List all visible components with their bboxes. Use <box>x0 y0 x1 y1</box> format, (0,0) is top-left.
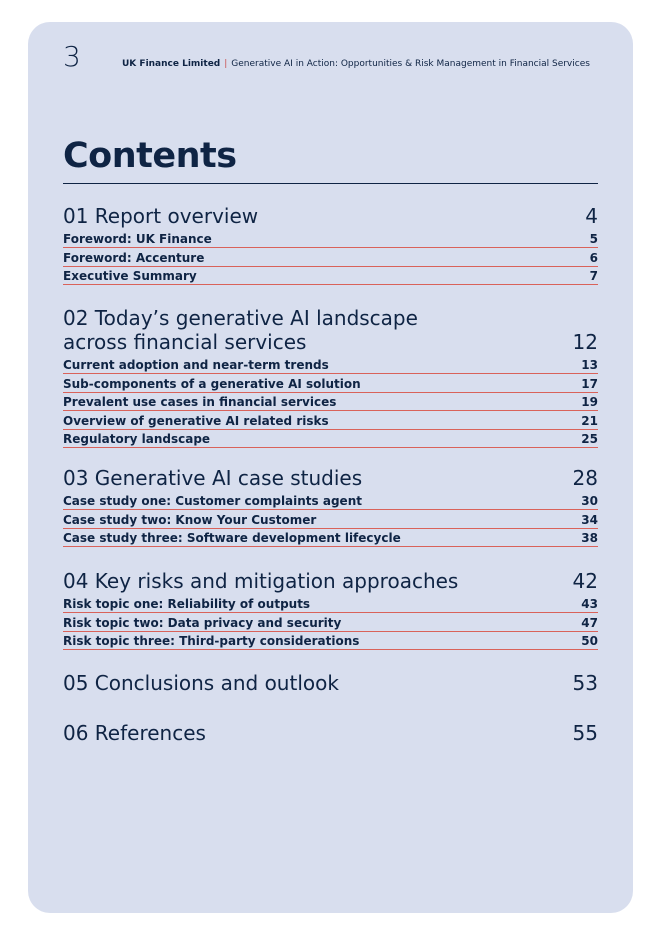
entry-page: 47 <box>581 615 598 630</box>
entry-page: 19 <box>581 395 598 409</box>
running-header <box>122 58 590 70</box>
section-page: 55 <box>572 721 598 745</box>
entry-title: Overview of generative AI related risks <box>63 413 329 428</box>
header-doc-title: Generative AI in Action: Opportunities & Risk Management in Financial Services <box>231 59 590 69</box>
entry-page: 50 <box>581 634 598 648</box>
entry-page: 38 <box>581 531 598 545</box>
entry-title: Prevalent use cases in financial services <box>63 395 337 409</box>
section-heading[interactable] <box>63 204 598 228</box>
toc-entry[interactable] <box>63 250 598 267</box>
entry-page: 13 <box>581 358 598 372</box>
entry-title: Foreword: UK Finance <box>63 232 212 246</box>
entry-title: Regulatory landscape <box>63 432 211 446</box>
toc-section-05 <box>63 671 598 695</box>
toc-entry[interactable] <box>63 530 598 547</box>
section-heading[interactable] <box>63 671 598 695</box>
entry-title: Case study three: Software development lifecycle <box>63 531 401 545</box>
section-title: 02 Today’s generative AI landscape across financial services <box>63 306 418 354</box>
section-page: 53 <box>572 671 598 695</box>
section-heading[interactable] <box>63 721 598 745</box>
section-title: 04 Key risks and mitigation approaches <box>63 569 459 593</box>
toc-entry[interactable] <box>63 512 598 529</box>
section-page: 42 <box>572 569 598 593</box>
toc-entry[interactable] <box>63 394 598 411</box>
toc-entry[interactable] <box>63 413 598 430</box>
entry-title: Sub-components of a generative AI solution <box>63 376 361 391</box>
entry-title: Case study one: Customer complaints agent <box>63 494 362 508</box>
toc-entry[interactable] <box>63 376 598 393</box>
toc-entry[interactable] <box>63 431 598 448</box>
entry-page: 34 <box>581 512 598 527</box>
section-title: 01 Report overview <box>63 204 259 228</box>
entry-title: Case study two: Know Your Customer <box>63 512 317 527</box>
entry-page: 5 <box>589 232 598 246</box>
entry-title: Foreword: Accenture <box>63 250 205 265</box>
entry-title: Executive Summary <box>63 269 197 283</box>
toc-section-02 <box>63 306 598 450</box>
section-heading[interactable] <box>63 306 598 354</box>
toc-section-04 <box>63 569 598 652</box>
entry-page: 6 <box>589 250 598 265</box>
toc-entry[interactable] <box>63 268 598 285</box>
toc-entry[interactable] <box>63 493 598 510</box>
toc-entry[interactable] <box>63 596 598 613</box>
toc-section-01 <box>63 204 598 287</box>
page-number: 3 <box>63 40 81 73</box>
entry-title: Current adoption and near-term trends <box>63 358 329 372</box>
section-heading[interactable] <box>63 569 598 593</box>
entry-title: Risk topic three: Third-party considerations <box>63 634 360 648</box>
title-divider <box>63 183 598 184</box>
toc-section-06 <box>63 721 598 745</box>
toc-section-03 <box>63 466 598 549</box>
entry-title: Risk topic one: Reliability of outputs <box>63 597 311 611</box>
section-page: 28 <box>572 466 598 490</box>
toc-entry[interactable] <box>63 231 598 248</box>
toc-entry[interactable] <box>63 615 598 632</box>
contents-title: Contents <box>63 136 237 176</box>
header-org: UK Finance Limited <box>122 59 221 69</box>
toc-entry[interactable] <box>63 633 598 650</box>
entry-page: 30 <box>581 494 598 508</box>
section-page: 12 <box>572 330 598 354</box>
entry-page: 17 <box>581 376 598 391</box>
entry-page: 21 <box>581 413 598 428</box>
section-page: 4 <box>585 204 598 228</box>
toc-entry[interactable] <box>63 357 598 374</box>
entry-page: 25 <box>581 432 598 446</box>
section-title: 03 Generative AI case studies <box>63 466 363 490</box>
header-separator: | <box>224 59 228 69</box>
entry-page: 7 <box>589 269 598 283</box>
entry-title: Risk topic two: Data privacy and security <box>63 615 342 630</box>
section-title: 05 Conclusions and outlook <box>63 671 339 695</box>
section-heading[interactable] <box>63 466 598 490</box>
section-title: 06 References <box>63 721 206 745</box>
entry-page: 43 <box>581 597 598 611</box>
